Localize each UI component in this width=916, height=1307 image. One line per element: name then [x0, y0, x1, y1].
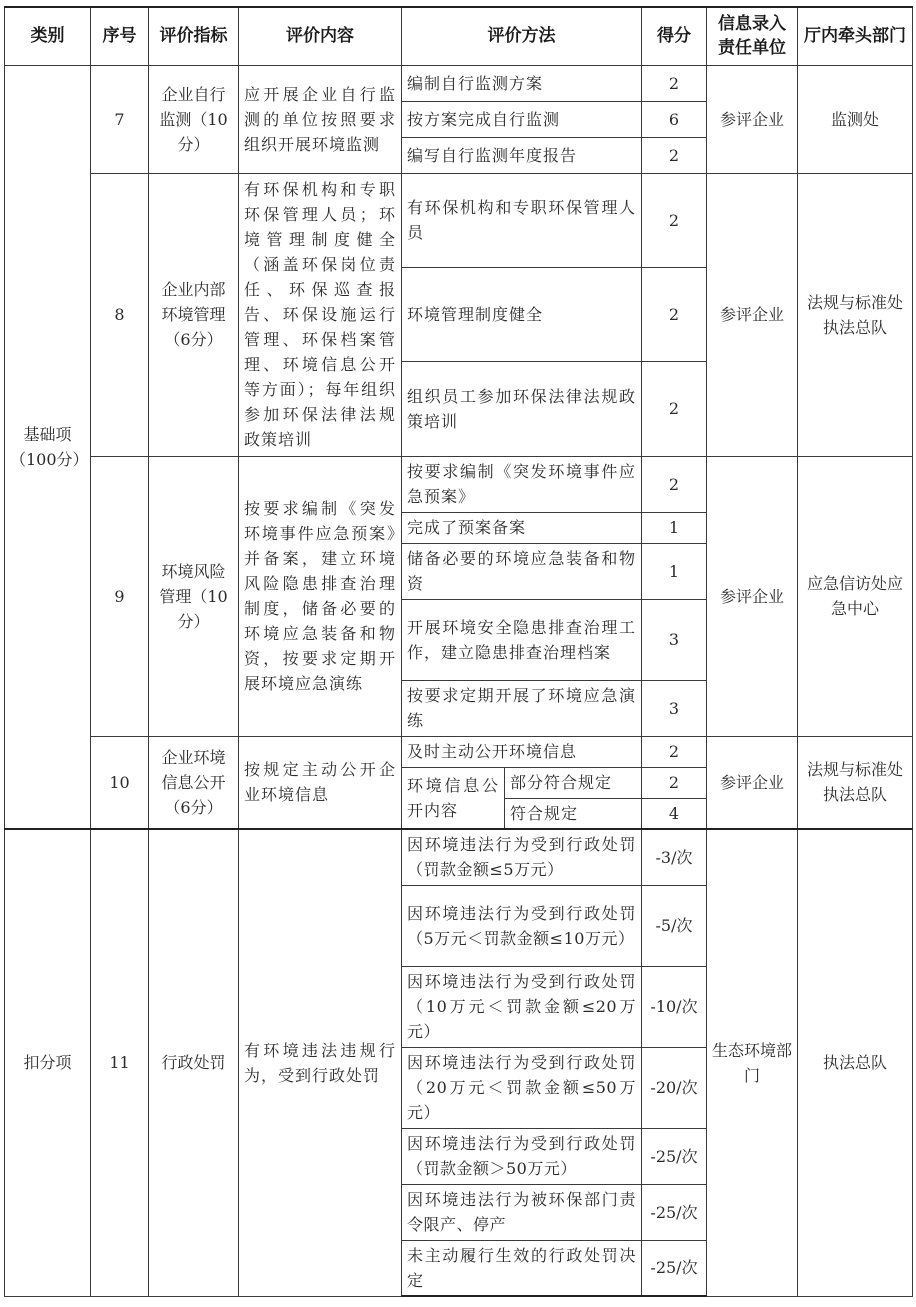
score-cell: 2 — [642, 173, 707, 267]
row-number: 8 — [91, 173, 149, 456]
score-cell: 2 — [642, 267, 707, 361]
method-cell: 按方案完成自行监测 — [402, 101, 642, 137]
row-number: 10 — [91, 736, 149, 829]
table-row — [5, 829, 913, 885]
lead-dept-cell: 执法总队 — [798, 829, 913, 1296]
table-row — [5, 65, 913, 101]
header-category: 类别 — [5, 7, 91, 65]
score-cell: 2 — [642, 361, 707, 456]
header-method: 评价方法 — [402, 7, 642, 65]
table-row — [5, 456, 913, 512]
score-cell: -25/次 — [642, 1128, 707, 1184]
method-cell: 部分符合规定 — [505, 767, 642, 798]
content-cell: 应开展企业自行监测的单位按照要求组织开展环境监测 — [239, 65, 402, 173]
score-cell: -3/次 — [642, 829, 707, 885]
method-cell: 因环境违法行为受到行政处罚（5万元＜罚款金额≤10万元） — [402, 885, 642, 966]
score-cell: 2 — [642, 137, 707, 173]
lead-dept-cell: 法规与标准处执法总队 — [798, 736, 913, 829]
method-cell: 因环境违法行为受到行政处罚（罚款金额＞50万元） — [402, 1128, 642, 1184]
category-cell-deduct: 扣分项 — [5, 829, 91, 1296]
info-unit-cell: 参评企业 — [707, 456, 798, 736]
indicator-cell: 企业自行监测（10分） — [149, 65, 239, 173]
header-content: 评价内容 — [239, 7, 402, 65]
method-cell: 因环境违法行为受到行政处罚（10万元＜罚款金额≤20万元） — [402, 966, 642, 1047]
score-cell: 2 — [642, 65, 707, 101]
score-cell: -10/次 — [642, 966, 707, 1047]
category-cell-basic: 基础项（100分） — [5, 65, 91, 829]
score-cell: -5/次 — [642, 885, 707, 966]
score-cell: 1 — [642, 543, 707, 599]
method-cell: 符合规定 — [505, 798, 642, 829]
method-cell: 组织员工参加环保法律法规政策培训 — [402, 361, 642, 456]
header-no: 序号 — [91, 7, 149, 65]
info-unit-cell: 参评企业 — [707, 65, 798, 173]
evaluation-table — [4, 6, 913, 1297]
method-cell: 因环境违法行为受到行政处罚（罚款金额≤5万元） — [402, 829, 642, 885]
disclosure-content-label: 环境信息公开内容 — [402, 767, 505, 829]
indicator-cell: 企业内部环境管理（6分） — [149, 173, 239, 456]
header-lead-dept: 厅内牵头部门 — [798, 7, 913, 65]
method-cell: 因环境违法行为受到行政处罚（20万元＜罚款金额≤50万元） — [402, 1047, 642, 1128]
indicator-cell: 企业环境信息公开（6分） — [149, 736, 239, 829]
row-number: 7 — [91, 65, 149, 173]
info-unit-cell: 参评企业 — [707, 173, 798, 456]
method-cell: 未主动履行生效的行政处罚决定 — [402, 1240, 642, 1296]
score-cell: 2 — [642, 767, 707, 798]
method-cell: 按要求定期开展了环境应急演练 — [402, 680, 642, 736]
content-cell: 按要求编制《突发环境事件应急预案》并备案，建立环境风险隐患排查治理制度，储备必要的环境应急装备和物资，按要求定期开展环境应急演练 — [239, 456, 402, 736]
indicator-cell: 环境风险管理（10分） — [149, 456, 239, 736]
score-cell: 4 — [642, 798, 707, 829]
header-row — [5, 7, 913, 65]
score-cell: 2 — [642, 456, 707, 512]
method-cell: 有环保机构和专职环保管理人员 — [402, 173, 642, 267]
method-cell: 因环境违法行为被环保部门责令限产、停产 — [402, 1184, 642, 1240]
table-row — [5, 736, 913, 767]
row-number: 11 — [91, 829, 149, 1296]
score-cell: -25/次 — [642, 1240, 707, 1296]
header-score: 得分 — [642, 7, 707, 65]
table-row — [5, 173, 913, 267]
method-cell: 及时主动公开环境信息 — [402, 736, 642, 767]
method-cell: 开展环境安全隐患排查治理工作，建立隐患排查治理档案 — [402, 599, 642, 680]
lead-dept-cell: 应急信访处应急中心 — [798, 456, 913, 736]
content-cell: 有环境违法违规行为，受到行政处罚 — [239, 829, 402, 1296]
lead-dept-cell: 法规与标准处执法总队 — [798, 173, 913, 456]
content-cell: 有环保机构和专职环保管理人员；环境管理制度健全（涵盖环保岗位责任、环保巡查报告、环保设施运行管理、环保档案管理、环境信息公开等方面）；每年组织参加环保法律法规政策培训 — [239, 173, 402, 456]
score-cell: 2 — [642, 736, 707, 767]
method-cell: 按要求编制《突发环境事件应急预案》 — [402, 456, 642, 512]
info-unit-cell: 生态环境部门 — [707, 829, 798, 1296]
header-info-unit: 信息录入责任单位 — [707, 7, 798, 65]
row-number: 9 — [91, 456, 149, 736]
method-cell: 编制自行监测方案 — [402, 65, 642, 101]
method-cell: 完成了预案备案 — [402, 512, 642, 543]
header-indicator: 评价指标 — [149, 7, 239, 65]
info-unit-cell: 参评企业 — [707, 736, 798, 829]
indicator-cell: 行政处罚 — [149, 829, 239, 1296]
method-cell: 环境管理制度健全 — [402, 267, 642, 361]
score-cell: 6 — [642, 101, 707, 137]
score-cell: -25/次 — [642, 1184, 707, 1240]
method-cell: 编写自行监测年度报告 — [402, 137, 642, 173]
score-cell: 3 — [642, 599, 707, 680]
score-cell: 3 — [642, 680, 707, 736]
lead-dept-cell: 监测处 — [798, 65, 913, 173]
content-cell: 按规定主动公开企业环境信息 — [239, 736, 402, 829]
score-cell: 1 — [642, 512, 707, 543]
method-cell: 储备必要的环境应急装备和物资 — [402, 543, 642, 599]
score-cell: -20/次 — [642, 1047, 707, 1128]
